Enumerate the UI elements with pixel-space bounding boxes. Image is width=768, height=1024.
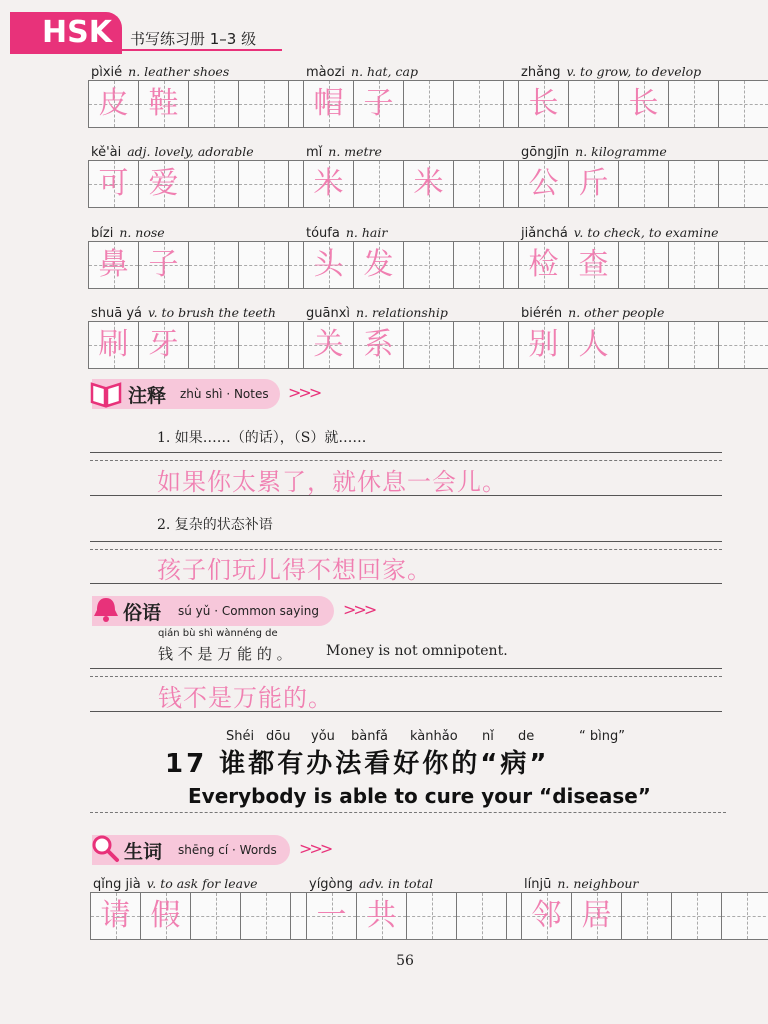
saying-title: 俗语 bbox=[123, 602, 162, 624]
writing-cell[interactable]: 刷 bbox=[89, 322, 139, 368]
writing-cell[interactable]: 关 bbox=[304, 322, 354, 368]
rule bbox=[90, 668, 722, 669]
vocab-label bbox=[521, 305, 664, 321]
writing-cell[interactable]: 公 bbox=[519, 161, 569, 207]
vocab-label bbox=[93, 876, 258, 892]
rule bbox=[90, 583, 722, 584]
writing-cell[interactable] bbox=[622, 893, 672, 939]
rule bbox=[90, 676, 722, 677]
writing-grid bbox=[518, 80, 768, 128]
header-divider bbox=[122, 49, 282, 51]
writing-cell[interactable] bbox=[407, 893, 457, 939]
writing-cell[interactable] bbox=[404, 242, 454, 288]
writing-cell[interactable]: 牙 bbox=[139, 322, 189, 368]
writing-cell[interactable]: 鼻 bbox=[89, 242, 139, 288]
writing-cell[interactable] bbox=[241, 893, 291, 939]
writing-cell[interactable]: 鞋 bbox=[139, 81, 189, 127]
writing-cell[interactable] bbox=[191, 893, 241, 939]
vocab-entry bbox=[88, 64, 292, 130]
vocab-label bbox=[91, 144, 254, 160]
writing-cell[interactable] bbox=[239, 242, 289, 288]
writing-cell[interactable] bbox=[669, 242, 719, 288]
writing-cell[interactable] bbox=[669, 322, 719, 368]
vocab-pinyin: zhǎng bbox=[521, 65, 561, 80]
vocab-label bbox=[521, 64, 701, 80]
writing-cell[interactable] bbox=[189, 81, 239, 127]
writing-cell[interactable]: 发 bbox=[354, 242, 404, 288]
vocab-gloss: adv. in total bbox=[359, 876, 434, 891]
writing-cell[interactable]: 系 bbox=[354, 322, 404, 368]
rule bbox=[90, 711, 722, 712]
writing-cell[interactable] bbox=[672, 893, 722, 939]
note-item-2-handwriting: 孩子们玩儿得不想回家。 bbox=[157, 556, 432, 584]
notes-arrows: >>> bbox=[288, 383, 320, 402]
vocab-gloss: v. to brush the teeth bbox=[148, 305, 276, 320]
writing-cell[interactable]: 请 bbox=[91, 893, 141, 939]
writing-cell[interactable] bbox=[239, 322, 289, 368]
saying-arrows: >>> bbox=[343, 600, 375, 619]
writing-cell[interactable] bbox=[404, 322, 454, 368]
vocab-pinyin: tóufa bbox=[306, 226, 340, 241]
vocab-label bbox=[306, 144, 382, 160]
vocab-gloss: n. neighbour bbox=[557, 876, 639, 891]
vocab-gloss: n. kilogramme bbox=[575, 144, 667, 159]
note-item-1: 1. 如果……（的话），（S）就…… bbox=[157, 430, 367, 446]
vocab-pinyin: biérén bbox=[521, 306, 563, 321]
writing-cell[interactable] bbox=[457, 893, 507, 939]
words-title: 生词 bbox=[124, 841, 163, 863]
writing-grid bbox=[521, 892, 768, 940]
writing-cell[interactable] bbox=[619, 161, 669, 207]
words-arrows: >>> bbox=[299, 839, 331, 858]
writing-cell[interactable]: 长 bbox=[519, 81, 569, 127]
writing-cell[interactable] bbox=[454, 322, 504, 368]
book-icon bbox=[90, 380, 122, 408]
vocab-pinyin: màozi bbox=[306, 65, 346, 80]
notes-subtitle: zhù shì · Notes bbox=[180, 387, 269, 401]
writing-grid bbox=[518, 160, 768, 208]
note-item-1-handwriting: 如果你太累了，就休息一会儿。 bbox=[157, 468, 507, 496]
vocab-label bbox=[309, 876, 433, 892]
vocab-gloss: v. to ask for leave bbox=[146, 876, 258, 891]
page-number: 56 bbox=[396, 953, 414, 969]
lesson-pinyin-syllable: nǐ bbox=[482, 729, 494, 744]
vocab-entry bbox=[518, 225, 722, 291]
saying-english: Money is not omnipotent. bbox=[326, 643, 508, 659]
vocab-label bbox=[91, 64, 229, 80]
writing-cell[interactable]: 邻 bbox=[522, 893, 572, 939]
vocab-entry bbox=[518, 144, 722, 210]
rule bbox=[90, 495, 722, 496]
vocab-label bbox=[306, 305, 448, 321]
vocab-entry bbox=[303, 144, 507, 210]
magnifier-icon bbox=[90, 833, 120, 863]
vocab-label bbox=[306, 225, 387, 241]
writing-cell[interactable]: 帽 bbox=[304, 81, 354, 127]
saying-handwriting: 钱不是万能的。 bbox=[158, 684, 333, 712]
vocab-pinyin: shuā yá bbox=[91, 306, 143, 321]
writing-cell[interactable]: 共 bbox=[357, 893, 407, 939]
note-item-2: 2. 复杂的状态补语 bbox=[157, 517, 273, 533]
vocab-pinyin: línjū bbox=[524, 877, 552, 892]
writing-cell[interactable]: 检 bbox=[519, 242, 569, 288]
lesson-pinyin-syllable: dōu bbox=[266, 729, 291, 744]
writing-cell[interactable]: 可 bbox=[89, 161, 139, 207]
writing-cell[interactable]: 爱 bbox=[139, 161, 189, 207]
writing-cell[interactable]: 皮 bbox=[89, 81, 139, 127]
vocab-gloss: n. nose bbox=[119, 225, 165, 240]
vocab-label bbox=[91, 305, 276, 321]
vocab-gloss: n. other people bbox=[568, 305, 665, 320]
vocab-entry bbox=[303, 64, 507, 130]
vocab-entry bbox=[303, 305, 507, 371]
writing-cell[interactable]: 米 bbox=[404, 161, 454, 207]
writing-grid bbox=[518, 321, 768, 369]
writing-cell[interactable]: 子 bbox=[139, 242, 189, 288]
vocab-label bbox=[306, 64, 418, 80]
writing-cell[interactable]: 查 bbox=[569, 242, 619, 288]
bell-icon bbox=[90, 594, 122, 624]
writing-cell[interactable] bbox=[669, 161, 719, 207]
vocab-pinyin: yígòng bbox=[309, 877, 354, 892]
page-header bbox=[0, 0, 768, 60]
vocab-gloss: adj. lovely, adorable bbox=[127, 144, 254, 159]
saying-subtitle: sú yǔ · Common saying bbox=[178, 604, 319, 618]
writing-cell[interactable] bbox=[722, 893, 768, 939]
lesson-title: 17 谁都有办法看好你的“病” bbox=[165, 749, 550, 779]
vocab-label bbox=[524, 876, 638, 892]
vocab-pinyin: jiǎnchá bbox=[521, 226, 568, 241]
vocab-pinyin: guānxì bbox=[306, 306, 351, 321]
writing-cell[interactable]: 别 bbox=[519, 322, 569, 368]
lesson-pinyin-syllable: de bbox=[518, 729, 535, 744]
vocab-pinyin: mǐ bbox=[306, 145, 323, 160]
notes-title: 注释 bbox=[128, 385, 167, 407]
writing-cell[interactable] bbox=[719, 322, 768, 368]
lesson-pinyin-syllable: yǒu bbox=[311, 729, 335, 744]
vocab-gloss: v. to grow, to develop bbox=[566, 64, 702, 79]
hsk-logo: HSK bbox=[10, 12, 122, 54]
vocab-pinyin: kě'ài bbox=[91, 145, 122, 160]
writing-cell[interactable]: 居 bbox=[572, 893, 622, 939]
vocab-entry bbox=[306, 876, 510, 942]
writing-cell[interactable] bbox=[354, 161, 404, 207]
vocab-gloss: n. hair bbox=[345, 225, 388, 240]
writing-cell[interactable]: 一 bbox=[307, 893, 357, 939]
saying-chinese: 钱 不 是 万 能 的 。 bbox=[158, 645, 292, 663]
saying-pinyin: qián bù shì wànnéng de bbox=[158, 628, 278, 639]
rule bbox=[90, 541, 722, 542]
vocab-entry bbox=[518, 305, 722, 371]
writing-cell[interactable]: 斤 bbox=[569, 161, 619, 207]
rule bbox=[90, 460, 722, 461]
vocab-entry bbox=[303, 225, 507, 291]
vocab-gloss: n. metre bbox=[328, 144, 382, 159]
vocab-label bbox=[91, 225, 165, 241]
writing-cell[interactable]: 子 bbox=[354, 81, 404, 127]
book-title: 书写练习册 1–3 级 bbox=[130, 30, 257, 48]
vocab-entry bbox=[88, 144, 292, 210]
writing-cell[interactable] bbox=[239, 81, 289, 127]
writing-cell[interactable] bbox=[669, 81, 719, 127]
writing-cell[interactable] bbox=[404, 81, 454, 127]
vocab-pinyin: pìxié bbox=[91, 65, 123, 80]
writing-cell[interactable] bbox=[454, 161, 504, 207]
writing-cell[interactable] bbox=[569, 81, 619, 127]
writing-cell[interactable] bbox=[719, 81, 768, 127]
writing-cell[interactable] bbox=[454, 242, 504, 288]
writing-cell[interactable] bbox=[619, 242, 669, 288]
lesson-pinyin-syllable: “ bìng” bbox=[579, 729, 625, 744]
writing-cell[interactable] bbox=[189, 161, 239, 207]
words-subtitle: shēng cí · Words bbox=[178, 843, 277, 857]
writing-cell[interactable] bbox=[719, 161, 768, 207]
writing-cell[interactable] bbox=[189, 322, 239, 368]
vocab-entry bbox=[88, 225, 292, 291]
writing-grid bbox=[518, 241, 768, 289]
vocab-pinyin: bízi bbox=[91, 226, 114, 241]
lesson-pinyin-syllable: bànfǎ bbox=[351, 729, 389, 744]
vocab-gloss: n. relationship bbox=[356, 305, 448, 320]
lesson-pinyin-syllable: Shéi bbox=[226, 729, 255, 744]
vocab-entry bbox=[90, 876, 294, 942]
writing-cell[interactable]: 米 bbox=[304, 161, 354, 207]
vocab-gloss: n. hat, cap bbox=[351, 64, 418, 79]
vocab-pinyin: qǐng jià bbox=[93, 877, 141, 892]
writing-cell[interactable] bbox=[454, 81, 504, 127]
vocab-entry bbox=[521, 876, 725, 942]
lesson-pinyin-syllable: kànhǎo bbox=[410, 729, 458, 744]
vocab-gloss: v. to check, to examine bbox=[573, 225, 719, 240]
writing-cell[interactable] bbox=[619, 322, 669, 368]
lesson-title-english: Everybody is able to cure your “disease” bbox=[188, 784, 651, 808]
vocab-label bbox=[521, 225, 719, 241]
vocab-gloss: n. leather shoes bbox=[128, 64, 230, 79]
writing-cell[interactable] bbox=[239, 161, 289, 207]
writing-cell[interactable] bbox=[189, 242, 239, 288]
writing-cell[interactable] bbox=[719, 242, 768, 288]
rule bbox=[90, 452, 722, 453]
writing-cell[interactable]: 人 bbox=[569, 322, 619, 368]
vocab-entry bbox=[518, 64, 722, 130]
vocab-entry bbox=[88, 305, 292, 371]
vocab-pinyin: gōngjīn bbox=[521, 145, 570, 160]
rule bbox=[90, 812, 726, 813]
vocab-label bbox=[521, 144, 667, 160]
writing-cell[interactable]: 头 bbox=[304, 242, 354, 288]
writing-cell[interactable]: 长 bbox=[619, 81, 669, 127]
writing-cell[interactable]: 假 bbox=[141, 893, 191, 939]
